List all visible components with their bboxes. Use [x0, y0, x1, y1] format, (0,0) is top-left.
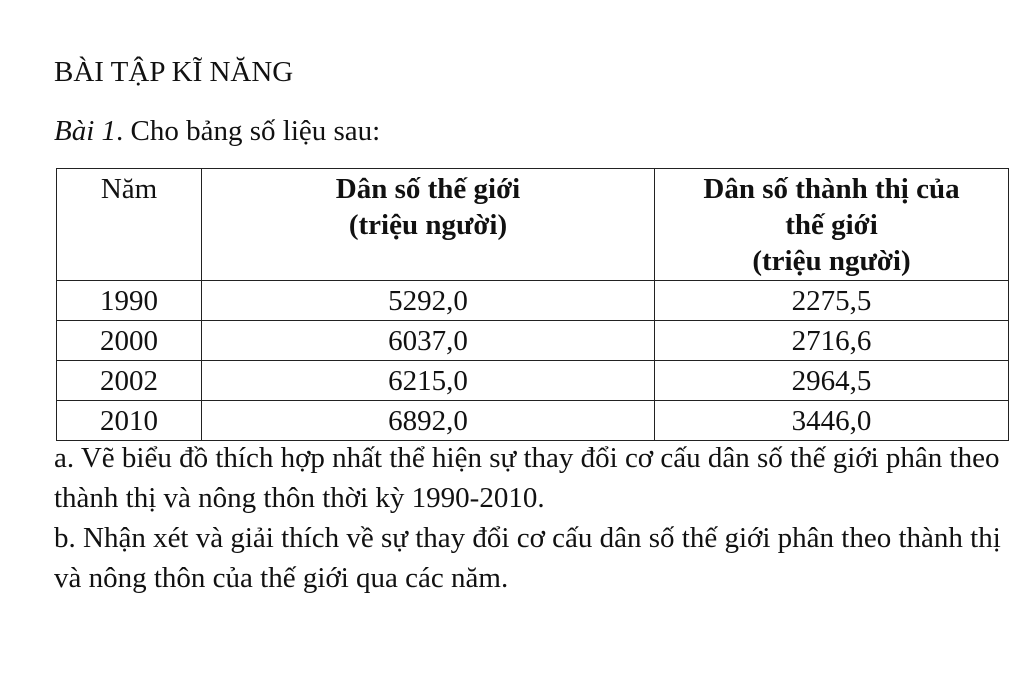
task-a: a. Vẽ biểu đồ thích hợp nhất thể hiện sự thay đổi cơ cấu dân số thế giới phân theo thành thị và nông thôn thời kỳ 1990-2010.: [54, 442, 1000, 514]
exercise-intro: [54, 113, 380, 149]
cell-urban-population: 2964,5: [655, 361, 1009, 401]
cell-world-population: 6215,0: [202, 361, 655, 401]
header-urban-population-text: Dân số thành thị của thế giới (triệu người): [703, 173, 960, 277]
cell-year: 2002: [57, 361, 202, 401]
header-year-text: Năm: [100, 173, 158, 205]
table-row: [57, 401, 1009, 441]
table-header-row: [57, 169, 1009, 281]
header-urban-population: [655, 169, 1009, 281]
cell-world-population: 5292,0: [202, 281, 655, 321]
task-b: b. Nhận xét và giải thích về sự thay đổi cơ cấu dân số thế giới phân theo thành thị và nông thôn của thế giới qua các năm.: [54, 522, 1001, 594]
header-world-population-text: Dân số thế giới (triệu người): [335, 173, 521, 241]
exercise-intro-text: . Cho bảng số liệu sau:: [116, 115, 381, 147]
cell-year: 2010: [57, 401, 202, 441]
cell-world-population: 6892,0: [202, 401, 655, 441]
table-row: [57, 281, 1009, 321]
cell-urban-population: 3446,0: [655, 401, 1009, 441]
cell-urban-population: 2716,6: [655, 321, 1009, 361]
section-heading: BÀI TẬP KĨ NĂNG: [54, 56, 294, 88]
exercise-label: Bài 1: [54, 115, 117, 147]
task-list: [54, 438, 1014, 598]
cell-year: 2000: [57, 321, 202, 361]
header-year: [57, 169, 202, 281]
table-row: [57, 361, 1009, 401]
cell-year: 1990: [57, 281, 202, 321]
header-world-population: [202, 169, 655, 281]
cell-urban-population: 2275,5: [655, 281, 1009, 321]
table-row: [57, 321, 1009, 361]
cell-world-population: 6037,0: [202, 321, 655, 361]
population-table: [56, 168, 1009, 441]
